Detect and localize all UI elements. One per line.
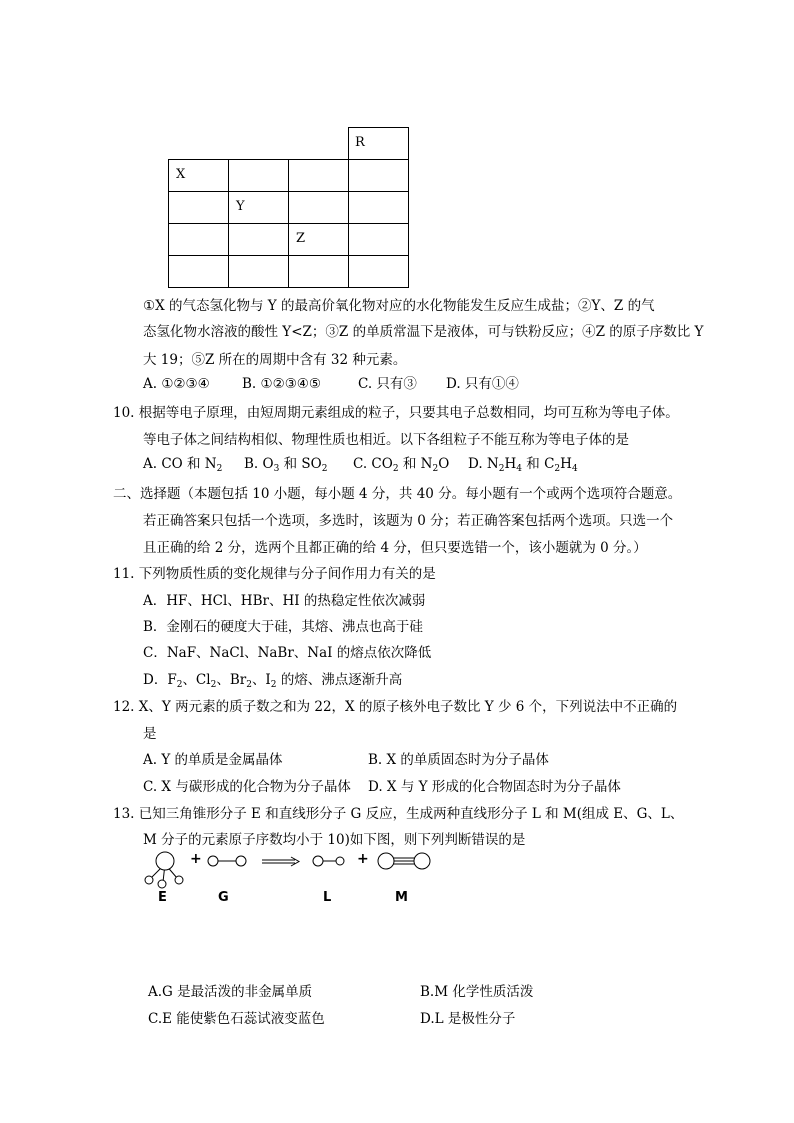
label-x: X <box>176 167 186 182</box>
q13-option-c: C.E 能使紫色石蕊试液变蓝色 <box>148 1011 325 1027</box>
grid-cell <box>348 191 409 224</box>
plus-sign: + <box>190 851 202 867</box>
grid-cell <box>288 159 349 192</box>
q13-option-d: D.L 是极性分子 <box>420 1011 516 1027</box>
plus-sign: + <box>357 851 369 867</box>
grid-cell <box>168 255 229 288</box>
label-g: G <box>218 890 229 905</box>
q9-statement-2: 态氢化物水溶液的酸性 Y<Z；③Z 的单质常温下是液体，可与铁粉反应；④Z 的原子序数比 Y <box>143 324 704 340</box>
q9-option-b: B. ①②③④⑤ <box>242 376 322 392</box>
q9-option-a: A. ①②③④ <box>143 376 210 392</box>
q9-statement-1: ①X 的气态氢化物与 Y 的最高价氧化物对应的水化物能发生反应生成盐；②Y、Z 的气 <box>143 298 655 314</box>
grid-cell <box>348 255 409 288</box>
grid-cell <box>168 223 229 256</box>
q12-option-b: B. X 的单质固态时为分子晶体 <box>368 752 549 768</box>
q11-option-d: D．$F_2$、$Cl_2$、$Br_2$、$I_2$ 的熔、沸点逐渐升高 <box>143 672 403 690</box>
q13-stem-2: M 分子的元素原子序数均小于 10)如下图，则下列判断错误的是 <box>143 832 526 848</box>
q11-option-c: C．NaF、NaCl、NaBr、NaI 的熔点依次降低 <box>143 645 432 661</box>
q12-option-c: C. X 与碳形成的化合物为分子晶体 <box>143 779 351 795</box>
q12-option-d: D. X 与 Y 形成的化合物固态时为分子晶体 <box>368 779 621 795</box>
q10-option-b: B. $O_3$ 和 $SO_2$ <box>244 456 328 474</box>
grid-cell <box>348 159 409 192</box>
molecule-m <box>378 853 430 869</box>
section-2-heading-1: 二、选择题（本题包括 10 小题，每小题 4 分，共 40 分。每小题有一个或两个选项符合题意。 <box>113 486 682 502</box>
grid-cell <box>228 223 289 256</box>
grid-cell <box>228 159 289 192</box>
q10-option-c: C. $CO_2$ 和 $N_2O$ <box>353 456 450 474</box>
q11-option-a: A．HF、HCl、HBr、HI 的热稳定性依次减弱 <box>143 593 426 609</box>
q13-option-a: A.G 是最活泼的非金属单质 <box>148 984 313 1000</box>
q9-option-d: D. 只有①④ <box>446 376 519 392</box>
label-l: L <box>323 890 332 905</box>
grid-cell <box>288 255 349 288</box>
q9-statement-3: 大 19；⑤Z 所在的周期中含有 32 种元素。 <box>143 352 407 368</box>
label-e: E <box>158 890 167 905</box>
reaction-diagram <box>135 848 445 890</box>
q10-option-d: D. $N_2H_4$ 和 $C_2H_4$ <box>468 456 578 474</box>
q10-stem-1: 10. 根据等电子原理，由短周期元素组成的粒子，只要其电子总数相同，均可互称为等电子体。 <box>113 405 679 421</box>
grid-cell <box>348 223 409 256</box>
label-z: Z <box>296 231 306 246</box>
section-2-heading-2: 若正确答案只包括一个选项，多选时，该题为 0 分；若正确答案包括两个选项。只选一个 <box>143 513 674 529</box>
q13-option-b: B.M 化学性质活泼 <box>420 984 534 1000</box>
molecule-l <box>313 856 344 866</box>
q12-stem-1: 12. X、Y 两元素的质子数之和为 22，X 的原子核外电子数比 Y 少 6 个，下列说法中不正确的 <box>113 699 678 715</box>
q12-option-a: A. Y 的单质是金属晶体 <box>143 752 283 768</box>
label-m: M <box>395 890 408 905</box>
molecule-g <box>208 856 246 866</box>
grid-cell <box>228 255 289 288</box>
q10-option-a: A. CO 和 $N_2$ <box>143 456 223 474</box>
grid-cell <box>288 191 349 224</box>
q9-option-c: C. 只有③ <box>358 376 417 392</box>
reaction-arrow <box>262 857 299 866</box>
label-y: Y <box>236 199 245 214</box>
q13-stem-1: 13. 已知三角锥形分子 E 和直线形分子 G 反应，生成两种直线形分子 L 和 M(组成 E、G、L、 <box>113 806 684 822</box>
section-2-heading-3: 且正确的给 2 分，选两个且都正确的给 4 分，但只要选错一个，该小题就为 0 分。） <box>143 540 647 556</box>
q11-option-b: B．金刚石的硬度大于硅，其熔、沸点也高于硅 <box>143 619 423 635</box>
label-r: R <box>355 135 365 150</box>
q10-stem-2: 等电子体之间结构相似、物理性质也相近。以下各组粒子不能互称为等电子体的是 <box>143 432 629 448</box>
q11-stem: 11. 下列物质性质的变化规律与分子间作用力有关的是 <box>113 566 436 582</box>
grid-cell <box>168 191 229 224</box>
q12-stem-2: 是 <box>143 726 157 742</box>
molecule-e <box>145 852 183 888</box>
